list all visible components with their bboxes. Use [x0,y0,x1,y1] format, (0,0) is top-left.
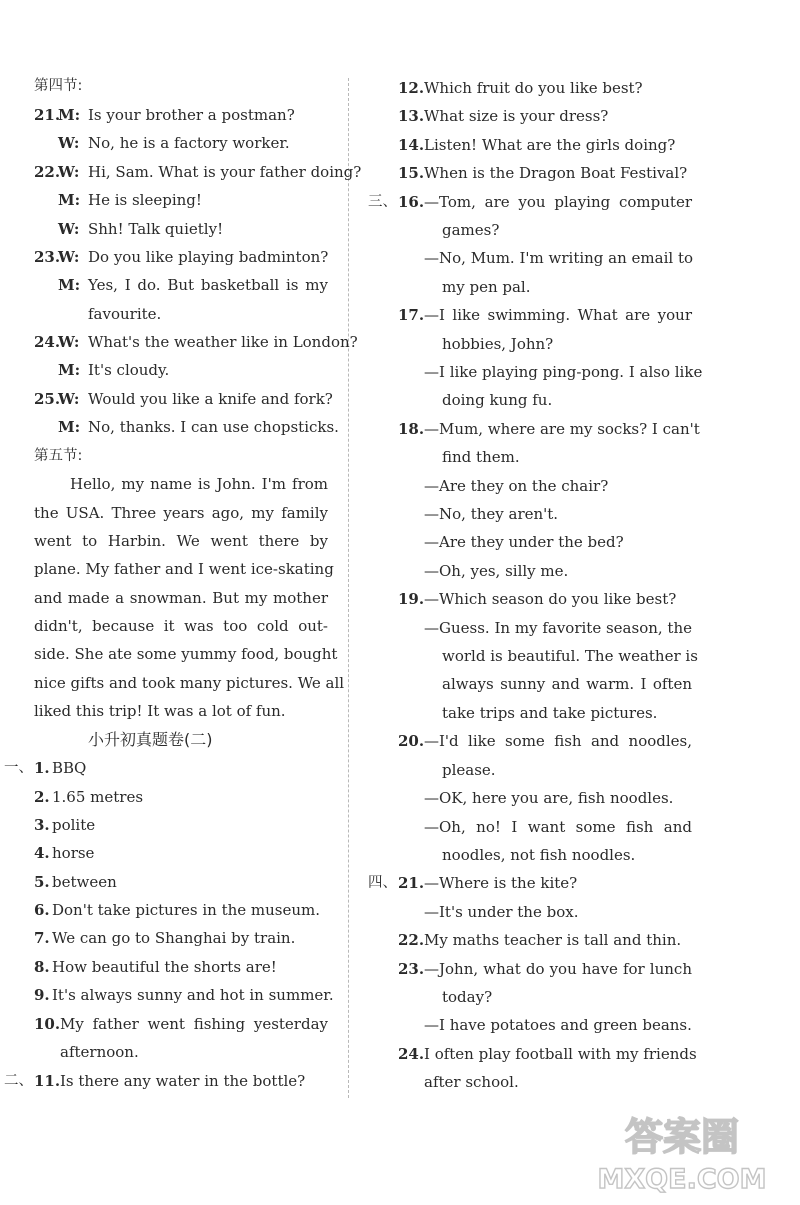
answer-text: I often play football with my friends [424,1045,697,1063]
answer-text: When is the Dragon Boat Festival? [424,164,688,182]
watermark-cn-text: 答案圈 [624,1115,740,1159]
item-number-2: 2. [34,788,50,806]
passage-line: liked this trip! It was a lot of fun. [34,702,286,720]
dialogue-line: No, he is a factory worker. [88,134,290,152]
dialogue-line: —Guess. In my favorite season, the [424,619,692,637]
dialogue-line: doing kung fu. [442,391,553,409]
item-number-22: 22. [34,163,61,181]
dialogue-line: —No, they aren't. [424,505,559,523]
dialogue-line: No, thanks. I can use chopsticks. [88,418,339,436]
item-number-13: 13. [398,107,425,125]
speaker-m: M: [58,106,81,124]
speaker-m: M: [58,361,81,379]
answer-text: Which fruit do you like best? [424,79,643,97]
dialogue-line: —No, Mum. I'm writing an email to [424,249,694,267]
item-number-21: 21. [398,874,425,892]
dialogue-line: please. [442,761,496,779]
part-marker-4: 四、 [368,875,397,891]
speaker-w: W: [58,248,80,266]
passage-line: and made a snowman. But my mother [34,589,328,607]
dialogue-line: —Which season do you like best? [424,590,677,608]
item-number-16: 16. [398,193,425,211]
dialogue-line: Is your brother a postman? [88,106,295,124]
dialogue-line: —I like playing ping-pong. I also like [424,363,703,381]
speaker-w: W: [58,333,80,351]
item-number-14: 14. [398,136,425,154]
passage-line: nice gifts and took many pictures. We all [34,674,345,692]
item-number-22: 22. [398,931,425,949]
item-number-21: 21. [34,106,61,124]
dialogue-line: —I have potatoes and green beans. [424,1016,692,1034]
item-number-4: 4. [34,844,50,862]
watermark-en-text: MXQE.COM [597,1164,767,1195]
dialogue-line: my pen pal. [442,278,531,296]
dialogue-line: —Where is the kite? [424,874,578,892]
dialogue-line: —Oh, yes, silly me. [424,562,569,580]
dialogue-line: Do you like playing badminton? [88,248,329,266]
answer-text: BBQ [52,759,87,777]
answer-text: afternoon. [60,1043,139,1061]
item-number-10: 10. [34,1015,61,1033]
dialogue-line: noodles, not fish noodles. [442,846,636,864]
answer-text: We can go to Shanghai by train. [52,929,296,947]
answer-text: 1.65 metres [52,788,144,806]
item-number-23: 23. [398,960,425,978]
item-number-5: 5. [34,873,50,891]
passage-line: plane. My father and I went ice-skating [34,560,334,578]
item-number-24: 24. [398,1045,425,1063]
part-marker-3: 三、 [368,194,397,210]
dialogue-line: hobbies, John? [442,335,554,353]
column-divider [348,78,349,1098]
answer-text: polite [52,816,96,834]
dialogue-line: Would you like a knife and fork? [88,390,333,408]
dialogue-line: —Are they on the chair? [424,477,609,495]
section-heading-4: 第四节: [34,78,83,94]
answer-text: Don't take pictures in the museum. [52,901,321,919]
answer-text: Is there any water in the bottle? [60,1072,306,1090]
item-number-24: 24. [34,333,61,351]
exam-title: 小升初真题卷(二) [88,730,213,749]
dialogue-line: favourite. [88,305,162,323]
dialogue-line: —It's under the box. [424,903,579,921]
dialogue-line: He is sleeping! [88,191,202,209]
answer-text: It's always sunny and hot in summer. [52,986,334,1004]
dialogue-line: world is beautiful. The weather is [442,647,698,665]
dialogue-line: —I'd like some fish and noodles, [424,732,692,750]
answer-text: horse [52,844,95,862]
item-number-25: 25. [34,390,61,408]
item-number-8: 8. [34,958,50,976]
item-number-9: 9. [34,986,50,1004]
dialogue-line: Yes, I do. But basketball is my [88,276,328,294]
dialogue-line: find them. [442,448,520,466]
answer-text: My father went fishing yesterday [60,1015,328,1033]
answer-text: Listen! What are the girls doing? [424,136,676,154]
dialogue-line: Shh! Talk quietly! [88,220,224,238]
dialogue-line: games? [442,221,500,239]
passage-line: went to Harbin. We went there by [34,532,328,550]
section-heading-5: 第五节: [34,448,83,464]
dialogue-line: —OK, here you are, fish noodles. [424,789,674,807]
item-number-15: 15. [398,164,425,182]
dialogue-line: It's cloudy. [88,361,170,379]
answer-text: after school. [424,1073,519,1091]
item-number-18: 18. [398,420,425,438]
watermark-logo [592,1108,772,1198]
item-number-23: 23. [34,248,61,266]
dialogue-line: —Are they under the bed? [424,533,624,551]
speaker-m: M: [58,191,81,209]
speaker-m: M: [58,418,81,436]
passage-line: the USA. Three years ago, my family [34,504,328,522]
answer-text: How beautiful the shorts are! [52,958,277,976]
dialogue-line: —Tom, are you playing computer [424,193,692,211]
answer-text: My maths teacher is tall and thin. [424,931,682,949]
item-number-19: 19. [398,590,425,608]
dialogue-line: today? [442,988,493,1006]
item-number-1: 1. [34,759,50,777]
dialogue-line: —Oh, no! I want some fish and [424,818,692,836]
speaker-m: M: [58,276,81,294]
speaker-w: W: [58,220,80,238]
speaker-w: W: [58,134,80,152]
item-number-11: 11. [34,1072,61,1090]
part-marker-1: 一、 [4,760,33,776]
dialogue-line: What's the weather like in London? [88,333,358,351]
speaker-w: W: [58,390,80,408]
dialogue-line: —I like swimming. What are your [424,306,692,324]
passage-line: Hello, my name is John. I'm from [70,475,328,493]
dialogue-line: —Mum, where are my socks? I can't [424,420,700,438]
answer-text: What size is your dress? [424,107,609,125]
item-number-6: 6. [34,901,50,919]
part-marker-2: 二、 [4,1073,33,1089]
dialogue-line: —John, what do you have for lunch [424,960,692,978]
dialogue-line: take trips and take pictures. [442,704,658,722]
dialogue-line: always sunny and warm. I often [442,675,692,693]
item-number-7: 7. [34,929,50,947]
item-number-12: 12. [398,79,425,97]
speaker-w: W: [58,163,80,181]
passage-line: didn't, because it was too cold out- [34,617,328,635]
dialogue-line: Hi, Sam. What is your father doing? [88,163,362,181]
item-number-20: 20. [398,732,425,750]
answer-text: between [52,873,117,891]
item-number-3: 3. [34,816,50,834]
passage-line: side. She ate some yummy food, bought [34,645,338,663]
item-number-17: 17. [398,306,425,324]
